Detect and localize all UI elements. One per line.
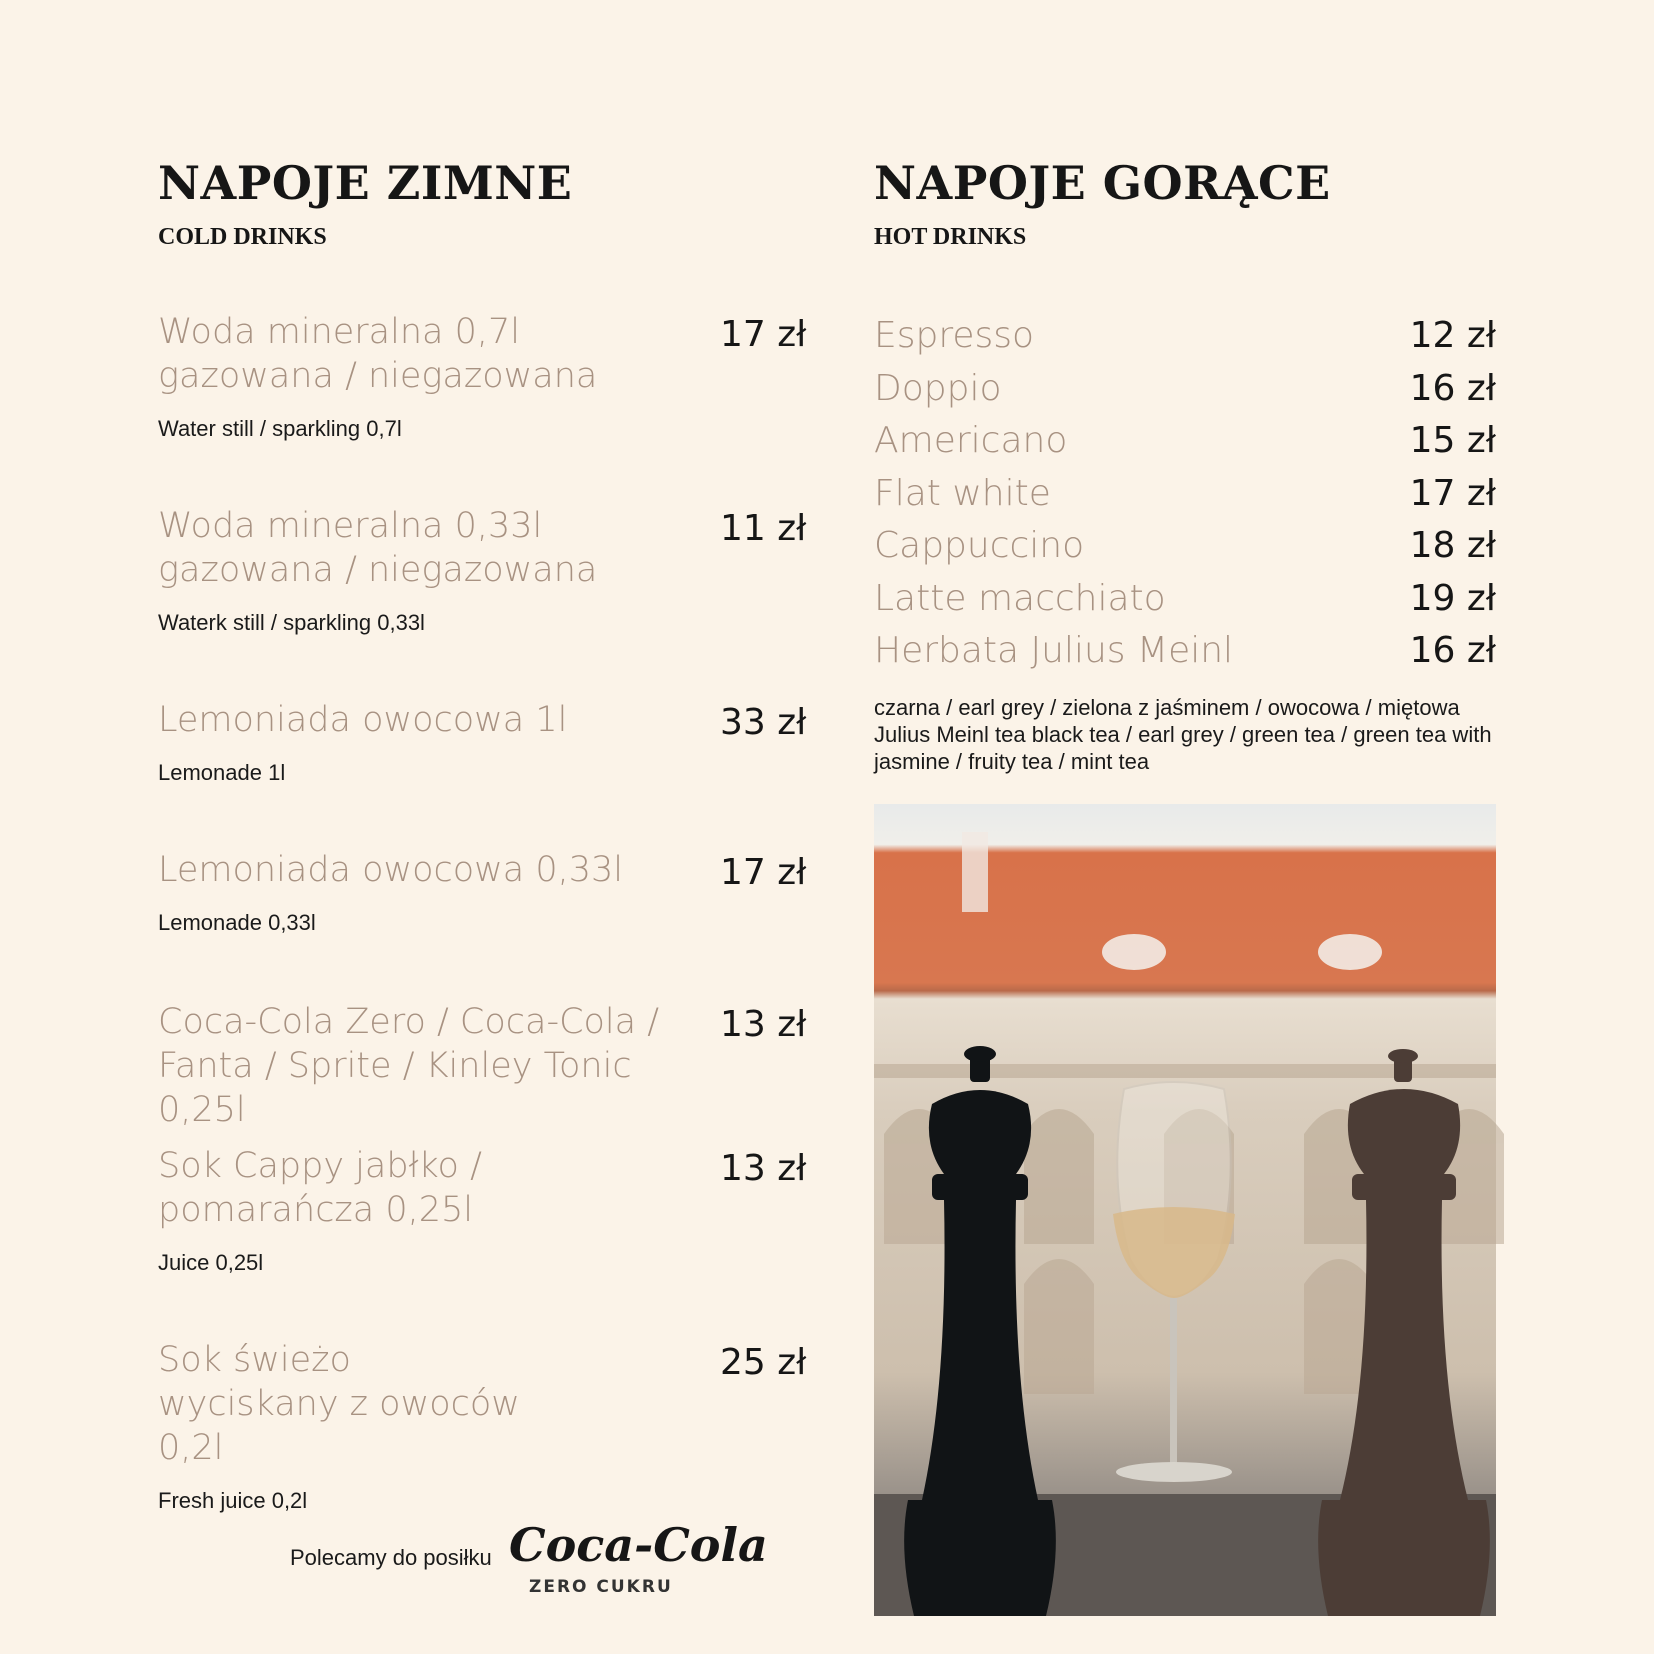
list-item [874,363,1496,416]
photo-illustration [874,804,1496,1616]
tea-note-en: Julius Meinl tea black tea / earl grey / green tea / green tea with jasmine / fruity tea / mint tea [874,722,1492,774]
list-item [874,520,1496,573]
item-name-en: Waterk still / sparkling 0,33l [158,610,425,635]
menu-item [158,698,808,786]
item-price: 17 zł [1409,472,1496,514]
item-name-en: Fresh juice 0,2l [158,1488,308,1513]
item-name: Espresso [874,315,1035,356]
hot-drinks-title: NAPOJE GORĄCE [874,156,1331,210]
cold-drinks-title: NAPOJE ZIMNE [158,156,573,210]
list-item [874,573,1496,626]
menu-item [158,310,808,442]
hot-drinks-subtitle: HOT DRINKS [874,224,1027,250]
item-name-en: Lemonade 1l [158,760,286,785]
item-name: Cappuccino [874,525,1085,566]
list-item [874,310,1496,363]
item-price: 19 zł [1409,577,1496,619]
logo-subtext: ZERO CUKRU [529,1577,673,1597]
list-item [874,625,1496,678]
tea-notes [874,694,1494,775]
menu-item [158,1144,808,1276]
menu-item [158,1000,808,1132]
item-price: 16 zł [1409,630,1496,671]
item-name: Doppio [874,367,1002,409]
item-name: Sok Cappy jabłko / pomarańcza 0,25l [158,1146,482,1230]
item-name: Americano [874,420,1068,461]
item-price: 33 zł [720,702,807,743]
item-name: Flat white [874,472,1051,514]
item-price: 17 zł [720,852,807,893]
item-name: Herbata Julius Meinl [874,630,1234,671]
item-name-en: Water still / sparkling 0,7l [158,416,402,441]
hot-drinks-list [874,310,1496,678]
item-name: Woda mineralna 0,33l gazowana / niegazowana [158,506,598,590]
item-name: Sok świeżo wyciskany z owoców 0,2l [158,1340,520,1468]
item-name-en: Lemonade 0,33l [158,910,316,935]
menu-item [158,504,808,636]
item-price: 18 zł [1409,525,1496,566]
cold-drinks-subtitle: COLD DRINKS [158,224,327,250]
courtyard-photo [874,804,1496,1616]
recommend-text: Polecamy do posiłku [290,1545,492,1570]
item-price: 12 zł [1409,315,1496,356]
list-item [874,415,1496,468]
item-price: 15 zł [1409,420,1496,461]
menu-item [158,1338,808,1514]
item-price: 25 zł [720,1342,807,1383]
item-name: Latte macchiato [874,577,1166,619]
item-price: 13 zł [720,1004,807,1045]
tea-note-pl: czarna / earl grey / zielona z jaśminem / owocowa / miętowa [874,695,1460,720]
item-price: 17 zł [720,314,807,355]
item-price: 16 zł [1409,367,1496,409]
list-item [874,468,1496,521]
menu-item [158,848,808,936]
item-name: Woda mineralna 0,7l gazowana / niegazowana [158,312,598,396]
item-name: Coca-Cola Zero / Coca-Cola / Fanta / Sprite / Kinley Tonic 0,25l [158,1002,660,1130]
item-price: 13 zł [720,1148,807,1189]
coca-cola-zero-logo [505,1506,768,1601]
item-name: Lemoniada owocowa 0,33l [158,850,624,890]
item-name: Lemoniada owocowa 1l [158,700,568,740]
item-price: 11 zł [720,508,807,549]
logo-wordmark: Coca-Cola [509,1518,768,1572]
item-name-en: Juice 0,25l [158,1250,264,1275]
